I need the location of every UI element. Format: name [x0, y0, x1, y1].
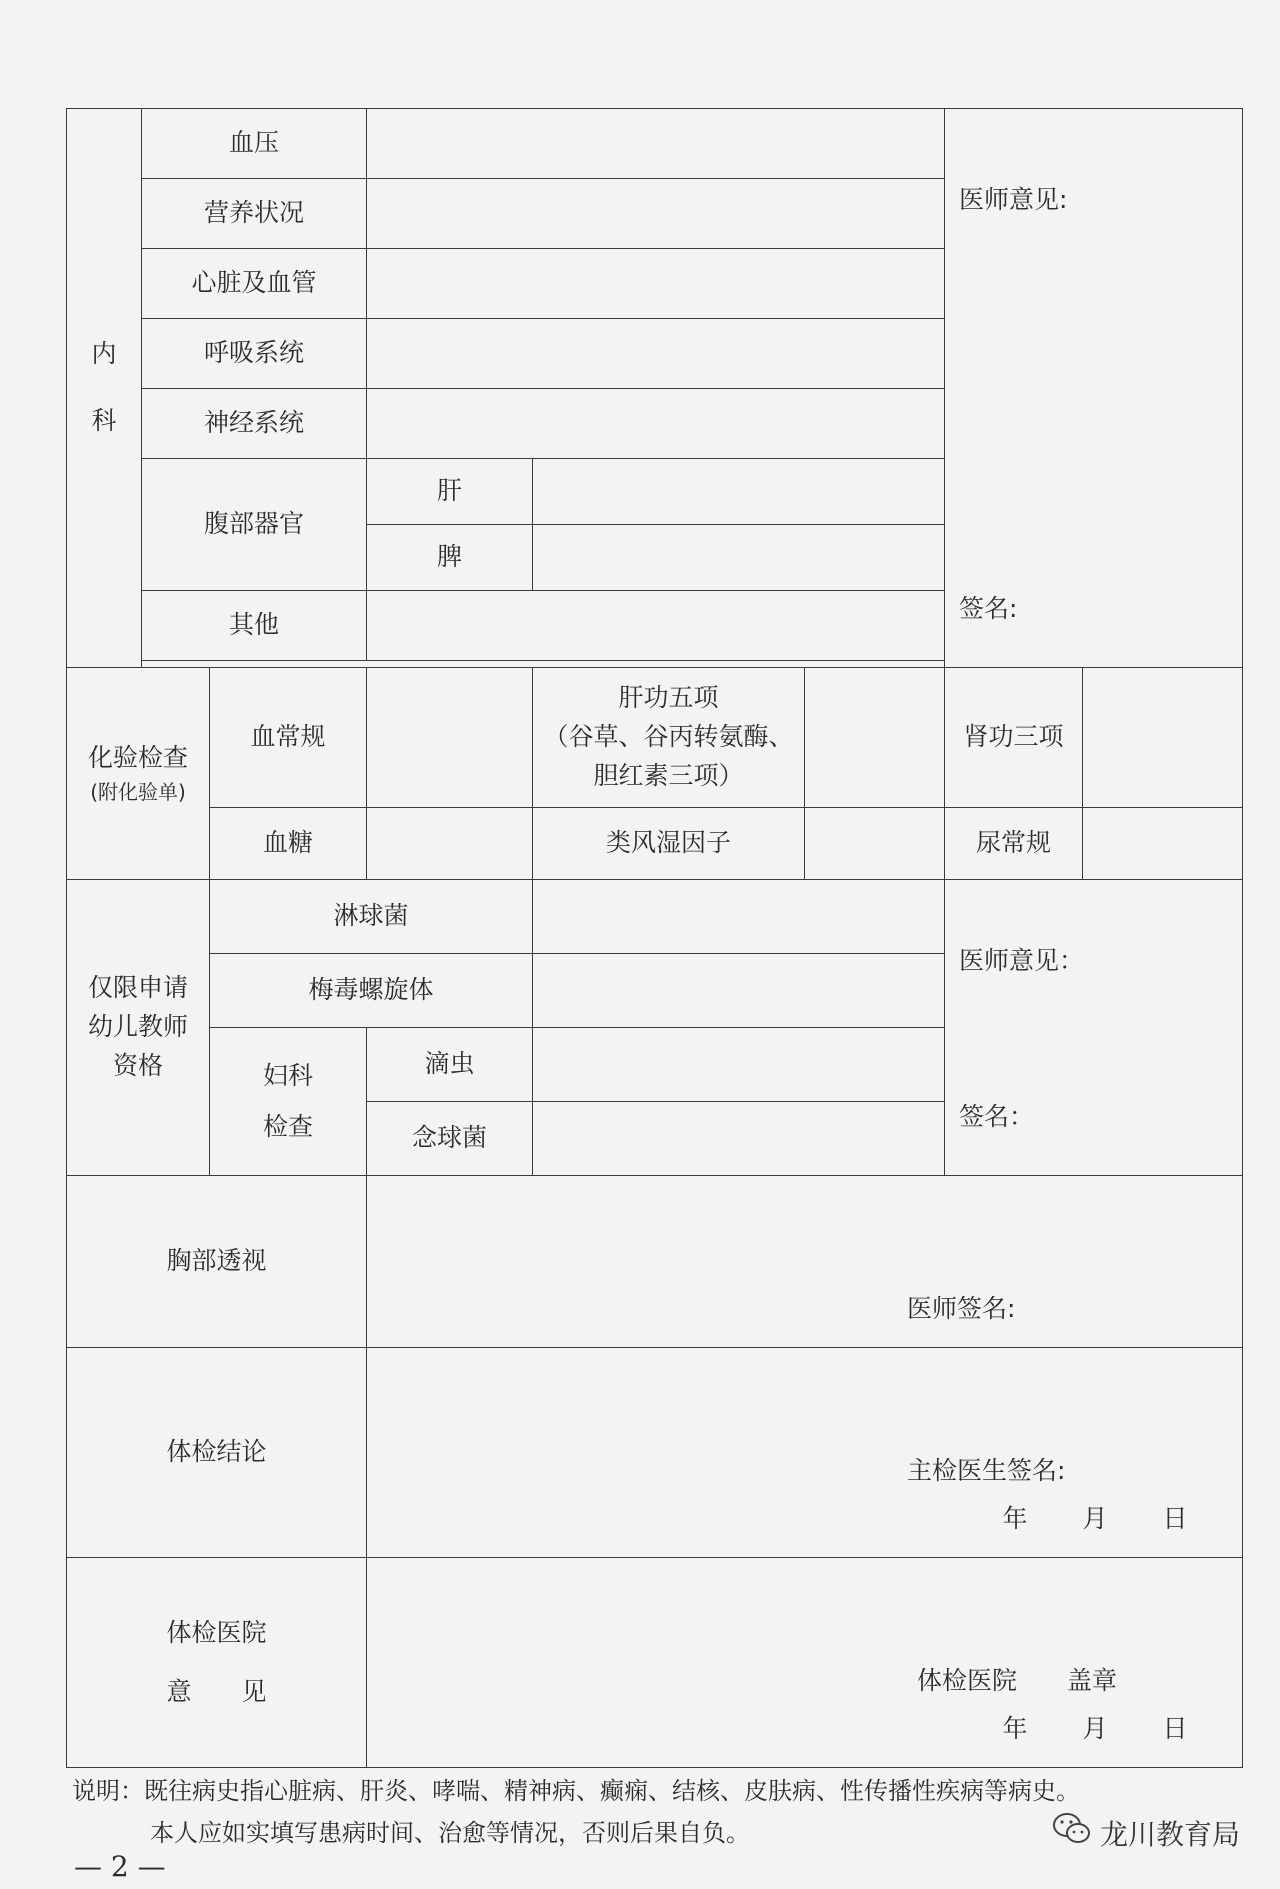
abdominal-label: 腹部器官: [142, 459, 367, 591]
hospital-opinion-field[interactable]: [367, 1558, 1243, 1768]
note-line-2: 本人应如实填写患病时间、治愈等情况，否则后果自负。: [150, 1819, 750, 1847]
gynecology-label: 妇科 检查: [210, 1028, 367, 1176]
liver-label: 肝: [367, 459, 533, 525]
blood-pressure-label: 血压: [142, 109, 367, 179]
note-line-1: 说明：既往病史指心脏病、肝炎、哮喘、精神病、癫痫、结核、皮肤病、性传播性疾病等病史。: [72, 1777, 1080, 1805]
liver-function-field[interactable]: [805, 668, 945, 808]
chief-doctor-signature-label: 主检医生签名:: [907, 1456, 1066, 1485]
nutrition-field[interactable]: [367, 179, 945, 249]
chest-doctor-signature-label: 医师签名:: [907, 1294, 1016, 1323]
hospital-stamp-label: 体检医院 盖章: [917, 1666, 1118, 1695]
spleen-field[interactable]: [533, 525, 945, 591]
conclusion-field[interactable]: [367, 1348, 1243, 1558]
nervous-field[interactable]: [367, 389, 945, 459]
other-field[interactable]: [367, 591, 945, 661]
doctor-opinion-label: 医师意见：: [959, 946, 1085, 975]
blood-routine-label: 血常规: [210, 668, 367, 808]
respiratory-label: 呼吸系统: [142, 319, 367, 389]
conclusion-label: 体检结论: [67, 1348, 367, 1558]
internal-doctor-opinion-cell[interactable]: [945, 109, 1243, 668]
doctor-signature-label: 签名:: [959, 594, 1018, 624]
candida-label: 念球菌: [367, 1102, 533, 1176]
trichomonas-label: 滴虫: [367, 1028, 533, 1102]
conclusion-date: 年 月 日: [1002, 1504, 1188, 1534]
spleen-label: 脾: [367, 525, 533, 591]
gonococcus-field[interactable]: [533, 880, 945, 954]
candida-field[interactable]: [533, 1102, 945, 1176]
blood-routine-field[interactable]: [367, 668, 533, 808]
chest-xray-field[interactable]: [367, 1176, 1243, 1348]
other-label: 其他: [142, 591, 367, 661]
watermark: [1052, 1812, 1240, 1853]
kidney-function-label: 肾功三项: [945, 668, 1083, 808]
kindergarten-doctor-opinion-cell[interactable]: [945, 880, 1243, 1176]
gonococcus-label: 淋球菌: [210, 880, 533, 954]
blood-sugar-field[interactable]: [367, 808, 533, 880]
respiratory-field[interactable]: [367, 319, 945, 389]
hospital-date: 年 月 日: [1002, 1714, 1188, 1744]
kidney-function-field[interactable]: [1083, 668, 1243, 808]
liver-field[interactable]: [533, 459, 945, 525]
wechat-icon: [1052, 1812, 1100, 1853]
nervous-label: 神经系统: [142, 389, 367, 459]
syphilis-field[interactable]: [533, 954, 945, 1028]
liver-function-label: 肝功五项 （谷草、谷丙转氨酶、 胆红素三项）: [533, 668, 805, 808]
watermark-text: 龙川教育局: [1099, 1817, 1240, 1851]
doctor-signature-label: 签名：: [959, 1102, 1035, 1132]
blood-pressure-field[interactable]: [367, 109, 945, 179]
blood-sugar-label: 血糖: [210, 808, 367, 880]
heart-label: 心脏及血管: [142, 249, 367, 319]
urine-routine-field[interactable]: [1083, 808, 1243, 880]
chest-xray-label: 胸部透视: [67, 1176, 367, 1348]
syphilis-label: 梅毒螺旋体: [210, 954, 533, 1028]
doctor-opinion-label: 医师意见:: [959, 185, 1068, 214]
trichomonas-field[interactable]: [533, 1028, 945, 1102]
rheumatoid-field[interactable]: [805, 808, 945, 880]
kindergarten-label: 仅限申请 幼儿教师 资格: [67, 880, 210, 1176]
page-number: — 2 —: [74, 1850, 166, 1883]
hospital-opinion-label: 体检医院 意 见: [67, 1558, 367, 1768]
heart-field[interactable]: [367, 249, 945, 319]
lab-tests-label: 化验检查 (附化验单): [67, 668, 210, 880]
internal-medicine-label: 内 科: [67, 109, 142, 668]
rheumatoid-label: 类风湿因子: [533, 808, 805, 880]
medical-exam-form: [66, 108, 1243, 1768]
urine-routine-label: 尿常规: [945, 808, 1083, 880]
explanatory-note: [72, 1770, 1080, 1854]
nutrition-label: 营养状况: [142, 179, 367, 249]
